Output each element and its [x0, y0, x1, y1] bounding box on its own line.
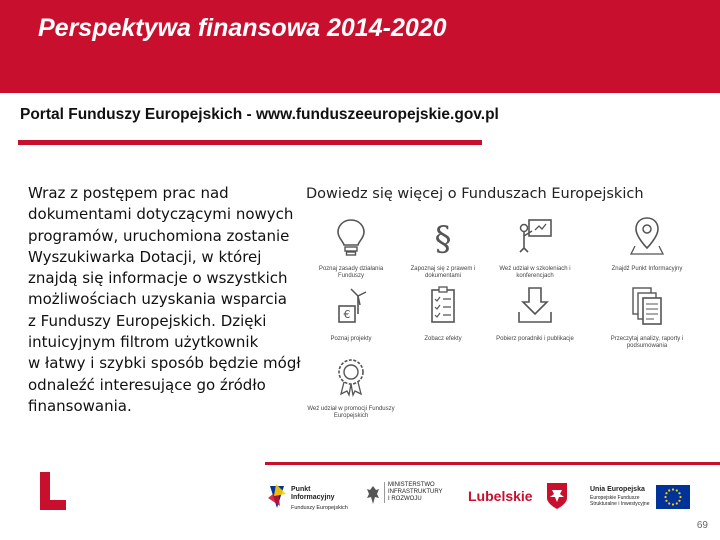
logo1-subtitle: Funduszy Europejskich [291, 505, 348, 511]
tile-caption: Zobacz efekty [424, 336, 462, 342]
svg-text:§: § [434, 219, 452, 259]
logo-ministerstwo [366, 480, 452, 516]
body-line: znajdą się informacje o wszystkich [28, 269, 288, 288]
tile-info-point[interactable] [602, 212, 692, 292]
body-line: możliwościach uzyskania wsparcia [28, 290, 287, 309]
body-line: odnaleźć interesujące go źródło [28, 375, 266, 394]
slide-subtitle: Portal Funduszy Europejskich - www.funduszeeuropejskie.gov.pl [20, 106, 499, 123]
body-line: Wyszukiwarka Dotacji, w której [28, 247, 262, 266]
fe-star-icon [266, 482, 288, 512]
eagle-icon [366, 484, 380, 508]
title-bar [0, 0, 720, 93]
map-pin-icon [627, 214, 667, 260]
presenter-icon [515, 214, 555, 260]
logo1-title: Punkt Informacyjny [291, 486, 335, 501]
tile-caption: Weź udział w promocji Funduszy Europejskich [307, 406, 395, 419]
body-line: programów, uruchomiona zostanie [28, 226, 290, 245]
svg-text:€: € [343, 308, 351, 321]
logo2-text [384, 482, 454, 503]
logo-lubelskie [466, 480, 576, 516]
tile-caption: Zapoznaj się z prawem i dokumentami [410, 266, 476, 279]
tile-promotion[interactable] [306, 352, 396, 432]
logo2-line: MINISTERSTWO [388, 482, 435, 488]
tile-law-documents[interactable] [398, 212, 488, 292]
logo2-line: I ROZWOJU [388, 496, 422, 502]
subtitle-underline [18, 140, 482, 145]
body-line: finansowania. [28, 396, 132, 415]
tile-caption: Poznaj projekty [330, 336, 372, 342]
award-icon [331, 354, 371, 400]
body-line: z Funduszy Europejskich. Dzięki [28, 311, 267, 330]
logo2-line: INFRASTRUKTURY [388, 489, 443, 495]
logo4-subtitle: Europejskie Fundusze Strukturalne i Inwestycyjne [590, 495, 650, 507]
tile-caption: Pobierz poradniki i publikacje [496, 336, 574, 342]
tile-projects[interactable] [306, 282, 396, 362]
body-line: w łatwy i szybki sposób będzie mógł [28, 354, 301, 373]
lubelskie-l-logo [38, 472, 68, 512]
footer-rule [265, 462, 720, 465]
tile-funds-rules[interactable] [306, 212, 396, 292]
tile-effects[interactable] [398, 282, 488, 362]
tile-trainings[interactable] [490, 212, 580, 292]
slide-title: Perspektywa finansowa 2014-2020 [38, 14, 447, 42]
documents-icon [627, 284, 667, 330]
checklist-icon [423, 284, 463, 330]
tile-caption: Weź udział w szkoleniach i konferencjach [499, 266, 571, 279]
body-line: intuicyjnym filtrom użytkownik [28, 333, 259, 352]
tile-caption: Znajdź Punkt Informacyjny [611, 266, 683, 272]
page-number: 69 [696, 520, 708, 531]
eu-flag-icon [656, 485, 690, 509]
body-text [28, 183, 308, 417]
tile-guides[interactable] [490, 282, 580, 362]
logo3-text: Lubelskie [468, 488, 533, 504]
logo-punkt-informacyjny [266, 480, 354, 516]
panel-title: Dowiedz się więcej o Funduszach Europejskich [306, 186, 644, 202]
body-line: Wraz z postępem prac nad [28, 184, 229, 202]
logo4-title: Unia Europejska [590, 486, 645, 493]
tile-reports[interactable] [602, 282, 692, 362]
windmill-icon [331, 284, 371, 330]
tile-caption: Poznaj zasady działania Funduszy [318, 266, 384, 279]
lightbulb-icon [331, 214, 371, 260]
download-icon [515, 284, 555, 330]
body-line: dokumentami dotyczącymi nowych [28, 205, 294, 224]
coat-of-arms-icon [546, 482, 568, 510]
logo-unia-europejska [588, 480, 692, 516]
tile-caption: Przeczytaj analizy, raporty i podsumowania [610, 336, 684, 349]
paragraph-icon [423, 214, 463, 260]
